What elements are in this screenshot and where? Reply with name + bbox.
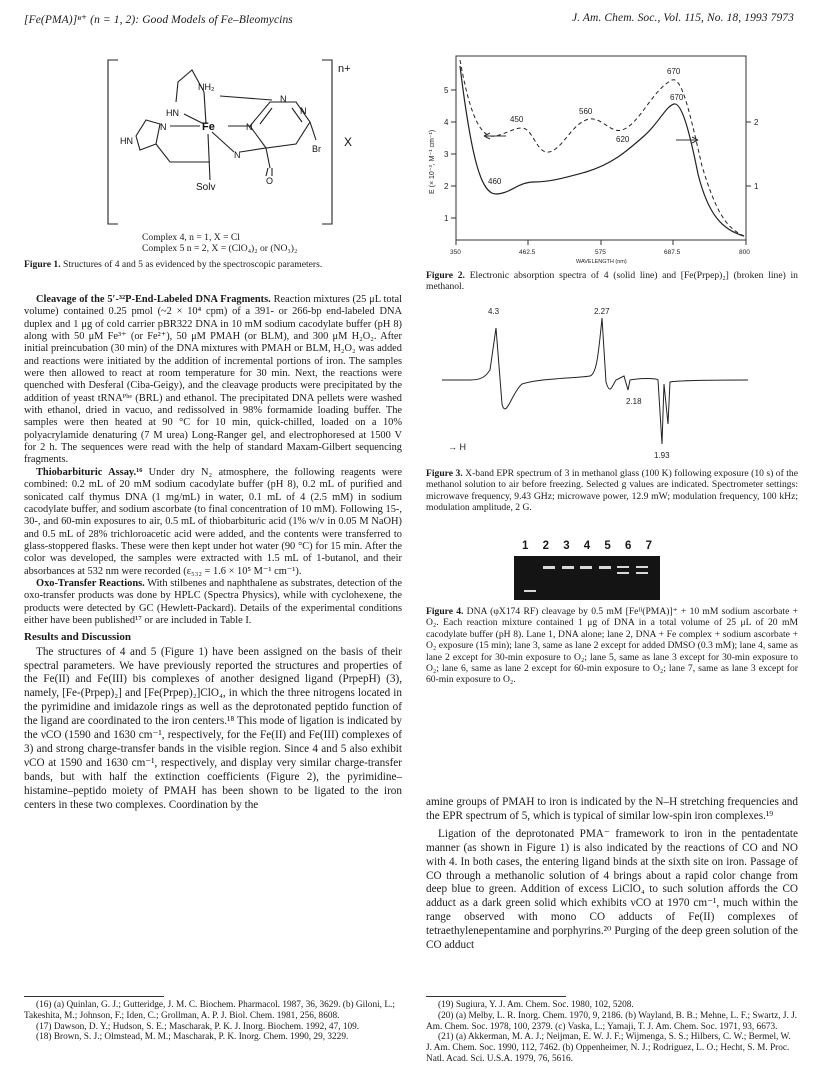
fig1-label-n-ring: N xyxy=(300,106,307,116)
fig2-xtick-462: 462.5 xyxy=(519,249,536,256)
gel-band-lane3 xyxy=(562,566,574,569)
fig1-label-fe: Fe xyxy=(202,121,215,133)
fig1-caption-label: Figure 1. xyxy=(24,258,61,270)
fig2-xtick-800: 800 xyxy=(739,249,750,256)
fig1-label-nh2: NH₂ xyxy=(198,82,215,92)
fig1-counterion: X xyxy=(344,135,353,149)
lane-label-7: 7 xyxy=(645,540,652,552)
lane-label-5: 5 xyxy=(604,540,611,552)
gel-band-lane7a xyxy=(636,566,648,568)
fig1-caption xyxy=(24,259,402,270)
section-results: Results and Discussion xyxy=(24,631,131,644)
fig2-ytick-2: 2 xyxy=(444,182,449,191)
fig4-caption-label: Figure 4. xyxy=(426,606,464,617)
fig2-solid-curve xyxy=(460,66,744,236)
fig1-label-n-right: N xyxy=(246,122,253,132)
fig2-ytick-4: 4 xyxy=(444,118,449,127)
fig3-g-2.18: 2.18 xyxy=(626,397,642,406)
paragraph-amine-groups: amine groups of PMAH to iron is indicated by the N–H stretching frequencies and the EPR spectrum of 5, which is typical of similar low-spin iron complexes.¹⁹ xyxy=(426,796,798,822)
fig2-dashed-curve xyxy=(460,60,744,236)
fig3-g-1.93: 1.93 xyxy=(654,451,670,460)
heading-oxo-transfer: Oxo-Transfer Reactions. xyxy=(36,577,145,589)
footnote-rule-left xyxy=(24,996,164,997)
fig1-label-br: Br xyxy=(312,144,321,154)
fig2-frame xyxy=(456,56,746,240)
fig1-complex5: Complex 5 n = 2, X = (ClO₄)₂ or (NO₃)₂ xyxy=(142,243,298,255)
fig2-xtick-575: 575 xyxy=(595,249,606,256)
fig1-complex4: Complex 4, n = 1, X = Cl xyxy=(142,232,240,243)
fig3-caption-label: Figure 3. xyxy=(426,468,463,479)
footnote-17: (17) Dawson, D. Y.; Hudson, S. E.; Mascharak, P. K. J. Inorg. Biochem. 1992, 47, 109. xyxy=(36,1021,360,1032)
figure4-gel xyxy=(514,556,660,600)
paragraph-oxo-transfer: Oxo-Transfer Reactions. With stilbenes and naphthalene as substrates, detection of the oxo-transfer products was done by HPLC (Spectra Physics), while with cyclohexene, the products were detected by GC (Hewlett-Packard). Details of the experimental conditions either have been published¹⁷ or are included in Table I. xyxy=(24,577,402,626)
heading-cleavage: Cleavage of the 5′-³²P-End-Labeled DNA Fragments. xyxy=(36,294,271,305)
fig2-xtick-350: 350 xyxy=(450,249,461,256)
fig2-ytick-3: 3 xyxy=(444,150,449,159)
fig4-caption xyxy=(426,606,798,686)
fig2-caption-label: Figure 2. xyxy=(426,270,465,281)
fig2-xtick-687: 687.5 xyxy=(664,249,681,256)
lane-label-1: 1 xyxy=(522,540,529,552)
fig2-peak-450: 450 xyxy=(510,115,524,124)
figure2-spectra xyxy=(426,44,766,266)
gel-band-lane6a xyxy=(617,566,629,568)
heading-thiobarbituric: Thiobarbituric Assay.¹⁶ xyxy=(36,466,143,478)
fig2-rtick-1: 1 xyxy=(754,182,759,191)
running-header-title: [Fe(PMA)]ⁿ⁺ (n = 1, 2): Good Models of Fe–Bleomycins xyxy=(24,14,293,26)
gel-band-lane2 xyxy=(543,566,555,569)
gel-band-lane4 xyxy=(580,566,592,569)
fig3-g-2.27: 2.27 xyxy=(594,307,610,316)
figure4-gel-lane-labels xyxy=(522,540,652,552)
fig2-ytick-5: 5 xyxy=(444,86,449,95)
fig1-label-n-amide: N xyxy=(234,150,241,160)
paragraph-thiobarbituric: Thiobarbituric Assay.¹⁶ Under dry N₂ atmosphere, the following reagents were combined: 0.2 mL of 20 mM sodium cacodylate buffer (pH 8), 0.2 mL of purified and sonicated calf thymus DNA (1 mg/mL) in water, 0.1 mL of 4 (2.5 mM) in sodium cacodylate buffer, and sodium ascorbate (to final concentration of 10 mM). Following 15-, 30-, and 60-min exposures to air, 0.5 mL of thiobarbituric acid (1% w/v in 0.05 M NaOH) and 0.5 mL of 28% trichloroacetic acid were added, and the contents were transferred to glass-stoppered flasks. These were then kept under hot water (90 °C) for 15 min. After the color was developed, the samples were extracted with 1.5 mL of 1-butanol, and their absorbances at 532 nm were recorded (ε₅₃₂ = 1.6 × 10⁵ M⁻¹ cm⁻¹). xyxy=(24,466,402,577)
footnote-rule-right xyxy=(426,996,566,997)
fig3-caption-text: X-band EPR spectrum of 3 in methanol glass (100 K) following exposure (10 s) of the methanol solution to air before freezing. Selected g values are indicated. Spectrometer settings: microwave frequency, 9.43 GHz; microwave power, 12.9 mW; modulation frequency, 100 kHz; modulation amplitude, 2 G. xyxy=(426,468,798,514)
gel-band-lane1 xyxy=(524,590,536,592)
fig2-xaxis-label: WAVELENGTH (nm) xyxy=(576,259,627,265)
paragraph-cleavage: Cleavage of the 5′-³²P-End-Labeled DNA Fragments. Reaction mixtures (25 μL total volume) contained 0.25 pmol (~2 × 10⁴ cpm) of a 391- or 266-bp end-labeled DNA duplex and 1 μg of cold carrier pBR322 DNA in 10 mM sodium cacodylate buffer (pH 8) along with 50 μM Fe³⁺ (or Fe²⁺), 50 μM PMAH (or BLM), and 300 μM H₂O₂. After initial preincubation (30 min) of the DNA mixtures with PMAH or BLM, H₂O₂ was added and reactions were initiated by the addition of incremental portions of iron. The samples were then allowed to react at room temperature for 30 min. Next, the reactions were quenched with Desferal (Ciba-Geigy), and the cleavage products were precipitated by the addition of yeast tRNAᴾʰᵉ (BRL) and ethanol. The precipitated DNA pellets were washed with ethanol, dried in vacuo, and redissolved in 98% formamide loading buffer. The samples were then heated at 90 °C for 10 min, quick-chilled, loaded on a 10% polyacrylamide denaturing (7 M urea) Long-Ranger gel, and electrophoresed at 1500 V for 2 h. The sequences were read with the help of standard Maxam-Gilbert sequencing fragments. xyxy=(24,294,402,466)
fig2-peak-670-solid: 670 xyxy=(670,93,684,102)
fig2-ytick-1: 1 xyxy=(444,214,449,223)
footnote-19: (19) Sugiura, Y. J. Am. Chem. Soc. 1980, 102, 5208. xyxy=(438,1000,634,1010)
fig4-caption-text: DNA (φX174 RF) cleavage by 0.5 mM [Feᴵᴵ(PMA)]⁺ + 10 mM sodium ascorbate + O₂. Each reaction mixture contained 1 μg of DNA in a total volume of 25 μL of 20 mM cacodylate buffer (pH 8). Lane 1, DNA alone; lane 2, DNA + Fe complex + sodium ascorbate + O₂ exposure (15 min); lane 3, same as lane 2 except for added DMSO (0.3 mM); lane 4, same as lane 2 except for 30-min exposure to O₂; lane 5, same as lane 3 except for 30-min exposure to O₂; lane 6, same as lane 2 except for 60-min exposure to O₂; lane 7, same as lane 3 except for 60-min exposure to O₂. xyxy=(426,606,798,686)
fig2-caption xyxy=(426,270,798,293)
fig1-charge: n+ xyxy=(338,63,351,75)
fig1-label-n-pyr: N xyxy=(280,94,287,104)
fig3-caption xyxy=(426,468,798,514)
fig2-peak-620: 620 xyxy=(616,135,630,144)
fig2-peak-670-dashed: 670 xyxy=(667,67,681,76)
gel-band-lane5 xyxy=(599,566,611,569)
footnote-21: (21) (a) Akkerman, M. A. J.; Neijman, E. W. J. F.; Wijmenga, S. S.; Hilbers, C. W.; Bermel, W. J. Am. Chem. Soc. 1990, 112, 7462. (b) Oppenheimer, N. J.; Rodriguez, L. O.; Hecht, S. M. Proc. Natl. Acad. Sci. U.S.A. 1979, 76, 5616. xyxy=(426,1032,791,1064)
footnote-20: (20) (a) Melby, L. R. Inorg. Chem. 1970, 9, 2186. (b) Wayland, B. B.; Mehne, L. F.; Swartz, J. J. Am. Chem. Soc. 1978, 100, 2379. (c) Vaska, L.; Yamaji, T. J. Am. Chem. Soc. 1971, 93, 6673. xyxy=(426,1010,798,1032)
running-header-journal: J. Am. Chem. Soc., Vol. 115, No. 18, 1993 7973 xyxy=(571,12,794,24)
fig2-caption-text: Electronic absorption spectra of 4 (solid line) and [Fe(Prpep)₂] (broken line) in methanol. xyxy=(426,270,798,293)
footnote-18: (18) Brown, S. J.; Olmstead, M. M.; Mascharak, P. K. Inorg. Chem. 1990, 29, 3229. xyxy=(36,1032,349,1043)
fig2-rtick-2: 2 xyxy=(754,118,759,127)
fig1-label-hn-upper: HN xyxy=(166,108,179,118)
fig1-caption-text: Structures of 4 and 5 as evidenced by the spectroscopic parameters. xyxy=(63,258,323,270)
fig3-epr-trace xyxy=(442,318,748,444)
figure1-structure xyxy=(100,52,370,232)
fig2-peak-460: 460 xyxy=(488,177,502,186)
fig1-label-o: O xyxy=(266,176,274,186)
fig2-yaxis-label: E (× 10⁻³, M⁻¹ cm⁻¹) xyxy=(429,129,436,194)
fig3-field-arrow: → H xyxy=(448,442,466,452)
fig3-g-4.3: 4.3 xyxy=(488,307,500,316)
lane-label-3: 3 xyxy=(563,540,570,552)
lane-label-6: 6 xyxy=(624,540,632,552)
fig2-arrows xyxy=(484,133,698,143)
fig1-label-solv: Solv xyxy=(196,182,216,193)
paragraph-ligation: Ligation of the deprotonated PMA⁻ framework to iron in the pentadentate manner (as shown in Figure 1) is also indicated by the reactions of CO and NO with 4. In both cases, the entering ligand binds at the sixth site on iron. Passage of CO through a methanolic solution of 4 brings about a rapid color change from deep blue to green. Addition of excess LiClO₄ to such solution affords the CO adduct as a dark green solid which exhibits νCO at 1970 cm⁻¹, much within the range observed with mono CO adducts of Fe(II) complexes of tetraethylenepentamine and porphyrins.²⁰ Purging of the deep green solution of the CO adduct xyxy=(426,827,798,952)
paragraph-results: The structures of 4 and 5 (Figure 1) have been assigned on the basis of their spectral parameters. We have previously reported the structures and properties of the Fe(II) and Fe(III) bis complexes of another designed ligand (PrpepH) (3), namely, [Fe-(Prpep)₂] and [Fe(Prpep)₂]ClO₄, in which the three nitrogens located in the pyrimidine and imidazole rings as well as the deprotonated peptido function of the ligand are coordinated to the iron centers.¹⁸ This mode of ligation is indicated by the νCO (1590 and 1630 cm⁻¹, respectively, for the Fe(II) and Fe(III) complexes of 3) and strong charge-transfer bands in the visible region. Since 4 and 5 also exhibit νCO at 1590 and 1630 cm⁻¹, respectively, and display very similar charge-transfer bands, but with half the extinction coefficients (Figure 2), the pyrimidine–histamine–peptido moiety of PMAH has been shown to be ligated to the iron centers in these two complexes. Coordination by the xyxy=(24,645,402,811)
fig2-peak-560: 560 xyxy=(579,107,593,116)
gel-band-lane6b xyxy=(617,572,629,574)
fig1-label-hn-imid: HN xyxy=(120,136,133,146)
figure3-epr xyxy=(430,300,770,465)
fig1-label-n-imid: N xyxy=(160,122,167,132)
lane-label-4: 4 xyxy=(583,540,591,552)
footnote-16: (16) (a) Quinlan, G. J.; Gutteridge, J. M. C. Biochem. Pharmacol. 1987, 36, 3629. (b) Giloni, L.; Takeshita, M.; Johnson, F.; Iden, C.; Grollman, A. P. J. Biol. Chem. 1981, 256, 8608. xyxy=(24,1000,395,1021)
gel-band-lane7b xyxy=(636,572,648,574)
lane-label-2: 2 xyxy=(542,540,549,552)
fig2-ticks xyxy=(451,90,751,245)
